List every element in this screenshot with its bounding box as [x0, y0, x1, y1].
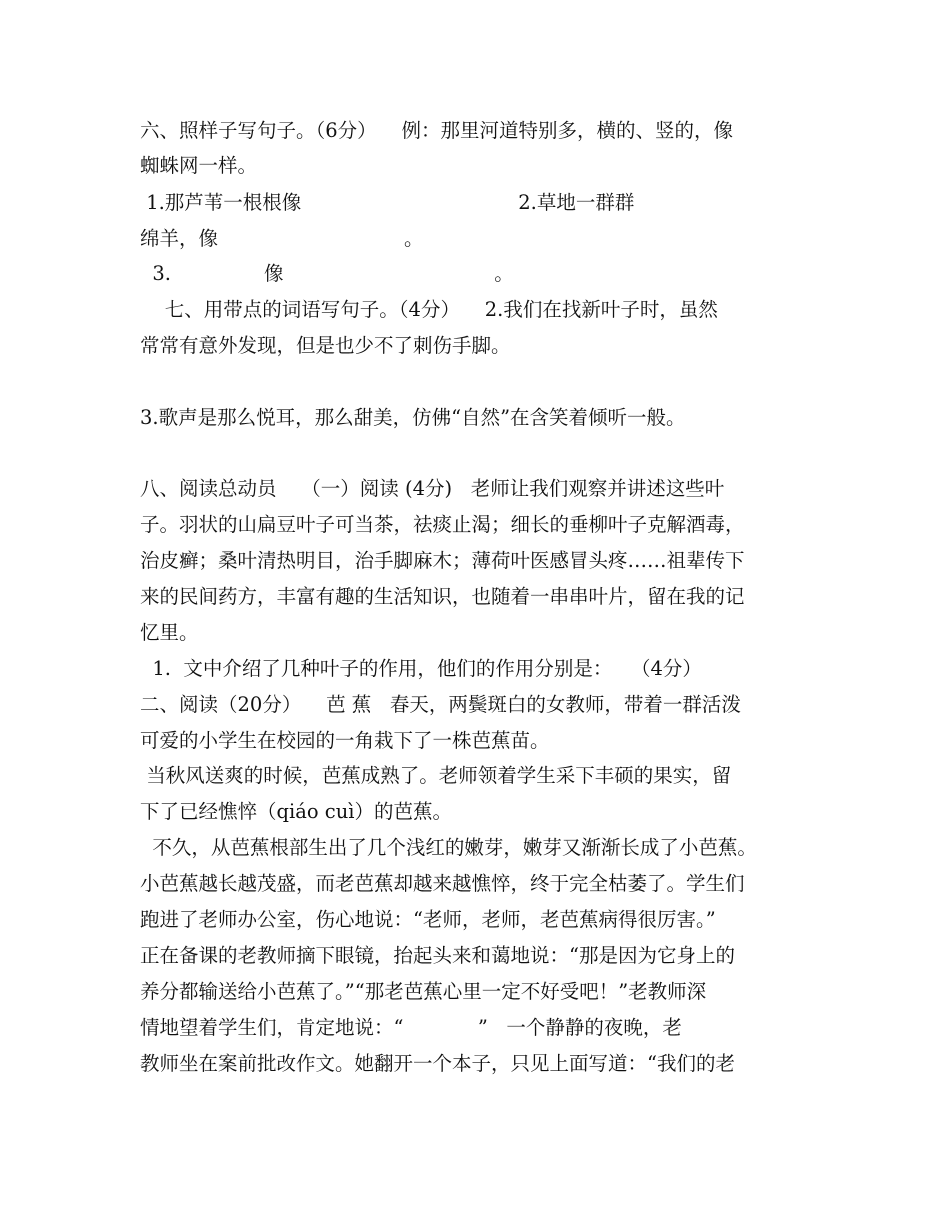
text-line: 当秋风送爽的时候，芭蕉成熟了。老师领着学生采下丰硕的果实，留 [140, 764, 732, 787]
text-line: 二、阅读（20分） 芭 蕉 春天，两鬓斑白的女教师，带着一群活泼 [140, 693, 741, 716]
text-line: 3.歌声是那么悦耳，那么甜美，仿佛“自然”在含笑着倾听一般。 [140, 406, 686, 429]
text-line: 绵羊，像 。 [140, 227, 424, 250]
text-line: 下了已经憔悴（qiáo cuì）的芭蕉。 [140, 800, 453, 823]
text-line: 可爱的小学生在校园的一角栽下了一株芭蕉苗。 [140, 729, 550, 752]
text-line: 七、用带点的词语写句子。（4分） 2.我们在找新叶子时，虽然 [140, 298, 718, 321]
text-line: 六、照样子写句子。（6分） 例：那里河道特别多，横的、竖的，像 [140, 119, 733, 142]
text-line: 蜘蛛网一样。 [140, 154, 258, 177]
text-line: 小芭蕉越长越茂盛，而老芭蕉却越来越憔悴，终于完全枯萎了。学生们 [140, 872, 745, 895]
text-line: 治皮癣；桑叶清热明目，治手脚麻木；薄荷叶医感冒头疼……祖辈传下 [140, 549, 745, 572]
text-line: 来的民间药方，丰富有趣的生活知识，也随着一串串叶片，留在我的记 [140, 585, 745, 608]
text-line: 八、阅读总动员 （一）阅读 (4分) 老师让我们观察并讲述这些叶 [140, 477, 725, 500]
text-line: 正在备课的老教师摘下眼镜，抬起头来和蔼地说：“那是因为它身上的 [140, 944, 735, 967]
text-line: 1. 文中介绍了几种叶子的作用，他们的作用分别是： （4分） [140, 657, 702, 680]
text-line: 子。羽状的山扁豆叶子可当茶，祛痰止渴；细长的垂柳叶子克解酒毒， [140, 513, 745, 536]
text-line: 情地望着学生们，肯定地说：“ ” 一个静静的夜晚，老 [140, 1016, 682, 1039]
text-line: 跑进了老师办公室，伤心地说：“老师，老师，老芭蕉病得很厉害。” [140, 908, 716, 931]
text-line: 养分都输送给小芭蕉了。”“那老芭蕉心里一定不好受吧！”老教师深 [140, 980, 707, 1003]
text-line: 不久，从芭蕉根部生出了几个浅红的嫩芽，嫩芽又渐渐长成了小芭蕉。 [140, 836, 757, 859]
text-line: 忆里。 [140, 621, 199, 644]
text-line: 3. 像 。 [140, 262, 514, 285]
text-line: 1.那芦苇一根根像 2.草地一群群 [140, 191, 635, 214]
text-line: 教师坐在案前批改作文。她翻开一个本子，只见上面写道：“我们的老 [140, 1052, 735, 1075]
text-line: 常常有意外发现，但是也少不了刺伤手脚。 [140, 334, 511, 357]
